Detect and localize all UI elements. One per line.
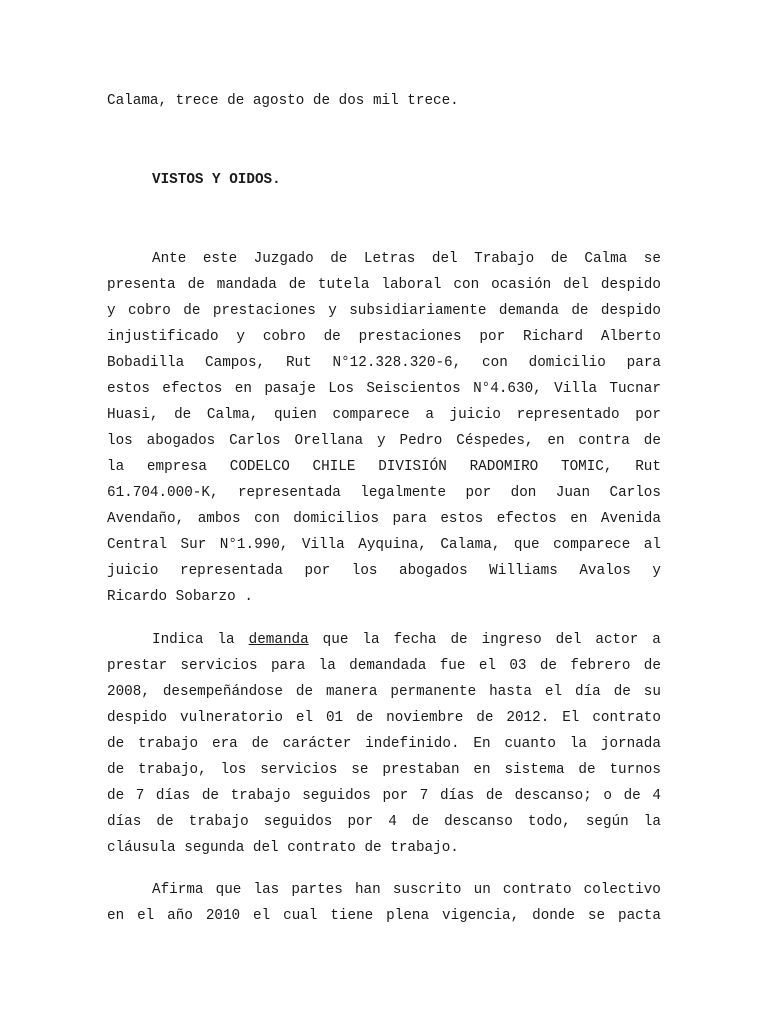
word: RADOMIRO <box>469 459 539 475</box>
word: trabajo, <box>138 762 207 778</box>
word: demandada <box>349 658 427 674</box>
word: tutela <box>317 277 370 293</box>
word: Rut <box>285 355 312 371</box>
word: la <box>643 814 661 830</box>
word: con <box>482 355 508 371</box>
word: abogados <box>146 433 216 449</box>
word: Carlos <box>229 433 281 449</box>
word: de <box>288 277 306 293</box>
word: de <box>450 632 468 648</box>
word: Letras <box>363 251 416 267</box>
word: vigencia, <box>441 908 520 924</box>
word: despido <box>600 277 661 293</box>
word: DIVISIÓN <box>378 459 447 475</box>
word: de <box>183 303 201 319</box>
word: Ayquina, <box>358 537 427 553</box>
word: N°12.328.320-6, <box>332 355 462 371</box>
word: Avendaño, <box>107 511 185 527</box>
word: de <box>174 407 192 423</box>
word: juicio <box>449 407 501 423</box>
word: días <box>107 814 142 830</box>
word: cobro <box>127 303 171 319</box>
word: actor <box>595 632 639 648</box>
word: se <box>587 908 606 924</box>
word: de <box>356 710 374 726</box>
word: de <box>295 684 314 700</box>
word: 03 <box>509 658 527 674</box>
word: trabajo <box>230 788 291 804</box>
word: de <box>187 277 205 293</box>
paragraph-3 <box>107 877 661 929</box>
word: Orellana <box>294 433 364 449</box>
word: Calma <box>584 251 628 267</box>
word: en <box>107 908 125 924</box>
word: prestar <box>107 658 168 674</box>
word: de <box>107 762 125 778</box>
word: representada <box>180 563 283 579</box>
word: vulneratorio <box>179 710 283 726</box>
word: partes <box>291 882 343 898</box>
word: CODELCO <box>229 459 290 475</box>
word: desempeñándose <box>162 684 283 700</box>
word: Central <box>107 537 168 553</box>
text-line <box>107 324 661 350</box>
word: cual <box>283 908 318 924</box>
word: año <box>167 908 193 924</box>
word: Ricardo <box>107 589 168 605</box>
word: contra <box>578 433 630 449</box>
word: febrero <box>570 658 631 674</box>
word: y <box>236 329 245 345</box>
word: un <box>473 882 491 898</box>
word: de <box>476 710 494 726</box>
word: a <box>652 632 661 648</box>
word: en <box>547 433 565 449</box>
word: por <box>382 788 409 804</box>
word: don <box>510 485 537 501</box>
word: los <box>107 433 133 449</box>
word: trabajo <box>188 814 249 830</box>
word: segunda <box>184 840 245 856</box>
word: Calama, <box>440 537 501 553</box>
word: por <box>465 485 492 501</box>
word: representado <box>516 407 620 423</box>
word: cuanto <box>504 736 556 752</box>
text-line <box>107 877 661 903</box>
word: los <box>220 762 247 778</box>
word: las <box>253 882 280 898</box>
word: permanente <box>390 684 477 700</box>
word: Avenida <box>600 511 661 527</box>
word: servicios <box>180 658 258 674</box>
word: jornada <box>600 736 661 752</box>
word: pacta <box>618 908 661 924</box>
text-line <box>107 584 661 610</box>
text-line <box>107 298 661 324</box>
word: descanso; <box>514 788 592 804</box>
word: de <box>571 303 589 319</box>
word: han <box>354 882 381 898</box>
word: ocasión <box>491 277 552 293</box>
word: abogados <box>399 563 468 579</box>
text-line <box>107 903 661 929</box>
word: sistema <box>504 762 565 778</box>
word: la <box>217 632 235 648</box>
word: contrato <box>287 840 356 856</box>
word: por <box>479 329 506 345</box>
word: por <box>304 563 331 579</box>
text-line <box>107 246 661 272</box>
word: la <box>362 632 380 648</box>
word: para <box>626 355 661 371</box>
word: noviembre <box>386 710 464 726</box>
word: servicios <box>260 762 338 778</box>
word: . <box>244 589 253 605</box>
word: Campos, <box>205 355 266 371</box>
word: estos <box>440 511 484 527</box>
word: N°1.990, <box>219 537 289 553</box>
word: del <box>563 277 589 293</box>
word: cobro <box>262 329 306 345</box>
paragraph-1 <box>107 246 661 610</box>
word: este <box>202 251 238 267</box>
word: comparece <box>553 537 631 553</box>
word: Williams <box>489 563 558 579</box>
word: de <box>323 329 341 345</box>
word: descanso <box>444 814 513 830</box>
word: con <box>254 511 280 527</box>
word: se <box>643 251 661 267</box>
word: y <box>652 563 661 579</box>
word: de <box>550 251 568 267</box>
word: demanda <box>498 303 559 319</box>
word: donde <box>532 908 576 924</box>
word: despido <box>600 303 661 319</box>
text-line <box>107 835 661 861</box>
word: con <box>453 277 480 293</box>
word: para <box>270 658 306 674</box>
word: plena <box>386 908 430 924</box>
word: Juan <box>555 485 591 501</box>
word: Sur <box>180 537 207 553</box>
word: indefinido. <box>365 736 460 752</box>
text-line <box>107 731 661 757</box>
word: injustificado <box>107 329 219 345</box>
word: de <box>330 251 348 267</box>
text-line <box>107 506 661 532</box>
word: colectivo <box>583 882 661 898</box>
word: juicio <box>107 563 159 579</box>
word: seguidos <box>263 814 333 830</box>
word: 2010 <box>205 908 241 924</box>
word: de <box>251 736 269 752</box>
word: de <box>485 788 504 804</box>
word: N°4.630, <box>473 381 542 397</box>
word: subsidiariamente <box>349 303 487 319</box>
word: comparece <box>332 407 410 423</box>
word: de <box>156 814 174 830</box>
word: seguidos <box>302 788 371 804</box>
text-line <box>107 809 661 835</box>
word: Rut <box>635 459 661 475</box>
word: Céspedes, <box>456 433 534 449</box>
word: Villa <box>301 537 345 553</box>
word: mandada <box>216 277 277 293</box>
text-line <box>107 428 661 454</box>
word: Richard <box>523 329 584 345</box>
text-line <box>107 679 661 705</box>
word: representada <box>237 485 341 501</box>
text-line <box>107 653 661 679</box>
word: despido <box>107 710 168 726</box>
word: trabajo. <box>390 840 459 856</box>
word: contrato <box>592 710 661 726</box>
word: o <box>603 788 612 804</box>
word: prestaban <box>382 762 460 778</box>
word: que <box>215 882 242 898</box>
word: TOMIC, <box>560 459 613 475</box>
word: de <box>643 433 661 449</box>
word: turnos <box>609 762 661 778</box>
word: efectos <box>496 511 557 527</box>
word: y <box>328 303 337 319</box>
word: Juzgado <box>253 251 314 267</box>
word: pasaje <box>264 381 316 397</box>
text-line <box>107 480 661 506</box>
word: en <box>570 511 588 527</box>
word: se <box>351 762 369 778</box>
word: presenta <box>107 277 176 293</box>
word: el <box>253 908 271 924</box>
word: días <box>155 788 191 804</box>
word: 2008, <box>107 684 150 700</box>
word: prestaciones <box>358 329 462 345</box>
word: quien <box>273 407 317 423</box>
word: el <box>295 710 314 726</box>
word: por <box>635 407 661 423</box>
word: de <box>539 658 558 674</box>
word: Sobarzo <box>175 589 236 605</box>
word: domicilios <box>293 511 380 527</box>
word: al <box>643 537 661 553</box>
word: hasta <box>489 684 532 700</box>
word: que <box>322 632 349 648</box>
word: de <box>107 788 125 804</box>
word: el <box>478 658 496 674</box>
word: todo, <box>527 814 571 830</box>
word: 2012. <box>506 710 550 726</box>
word: que <box>513 537 540 553</box>
word: Villa <box>554 381 598 397</box>
word: legalmente <box>360 485 447 501</box>
word: la <box>318 658 336 674</box>
word: estos <box>107 381 150 397</box>
text-line <box>107 757 661 783</box>
word: trabajo <box>138 736 199 752</box>
word: empresa <box>146 459 207 475</box>
word: su <box>643 684 661 700</box>
word: Tucnar <box>609 381 661 397</box>
word: la <box>107 459 125 475</box>
word: de <box>364 840 382 856</box>
word: de <box>578 762 596 778</box>
word: 7 <box>419 788 429 804</box>
word: de <box>411 814 430 830</box>
paragraph-2 <box>107 627 661 861</box>
word: a <box>425 407 434 423</box>
word: ingreso <box>481 632 542 648</box>
word: Huasi, <box>107 407 159 423</box>
word: Afirma <box>152 882 204 898</box>
text-line <box>107 627 661 653</box>
word: días <box>439 788 475 804</box>
word: En <box>473 736 491 752</box>
word: Bobadilla <box>107 355 185 371</box>
text-line <box>107 558 661 584</box>
text-line <box>107 454 661 480</box>
word: y <box>377 433 386 449</box>
word: efectos <box>162 381 223 397</box>
word: contrato <box>502 882 572 898</box>
text-line <box>107 532 661 558</box>
word: 61.704.000-K, <box>107 485 219 501</box>
text-line <box>107 272 661 298</box>
word: día <box>575 684 601 700</box>
word: Trabajo <box>474 251 535 267</box>
word: 01 <box>325 710 344 726</box>
text-line <box>107 705 661 731</box>
word: Avalos <box>579 563 631 579</box>
word: El <box>562 710 580 726</box>
word: tiene <box>330 908 374 924</box>
word: del <box>431 251 458 267</box>
word: y <box>107 303 116 319</box>
text-line <box>107 783 661 809</box>
word: en <box>473 762 491 778</box>
word: de <box>201 788 219 804</box>
text-line <box>107 376 661 402</box>
word: ambos <box>197 511 241 527</box>
word: laboral <box>381 277 442 293</box>
word: del <box>555 632 582 648</box>
word: Seiscientos <box>366 381 461 397</box>
word: era <box>211 736 238 752</box>
word: en <box>234 381 252 397</box>
word: CHILE <box>312 459 356 475</box>
word: suscrito <box>392 882 462 898</box>
word: Carlos <box>609 485 661 501</box>
word: según <box>585 814 629 830</box>
text-line <box>107 350 661 376</box>
word: Ante <box>152 251 187 267</box>
section-heading: VISTOS Y OIDOS. <box>152 172 281 188</box>
word: cláusula <box>107 840 176 856</box>
word: 4 <box>652 788 661 804</box>
word: por <box>347 814 374 830</box>
date-line: Calama, trece de agosto de dos mil trece. <box>107 93 459 109</box>
word: Los <box>328 381 354 397</box>
word: manera <box>325 684 378 700</box>
word: de <box>643 658 661 674</box>
word: la <box>569 736 587 752</box>
word: los <box>351 563 378 579</box>
word: Pedro <box>399 433 443 449</box>
word: Alberto <box>600 329 661 345</box>
word: domicilio <box>528 355 606 371</box>
word: del <box>252 840 279 856</box>
word: Calma, <box>206 407 259 423</box>
word: de <box>107 736 125 752</box>
word: de <box>623 788 641 804</box>
word: prestaciones <box>212 303 316 319</box>
word: fecha <box>393 632 437 648</box>
word: el <box>544 684 563 700</box>
word: 7 <box>135 788 145 804</box>
word: carácter <box>282 736 352 752</box>
word: 4 <box>388 814 397 830</box>
word: el <box>137 908 155 924</box>
word: demanda <box>248 632 309 648</box>
text-line <box>107 402 661 428</box>
word: para <box>392 511 427 527</box>
word: de <box>613 684 631 700</box>
word: fue <box>439 658 466 674</box>
word: Indica <box>152 632 204 648</box>
